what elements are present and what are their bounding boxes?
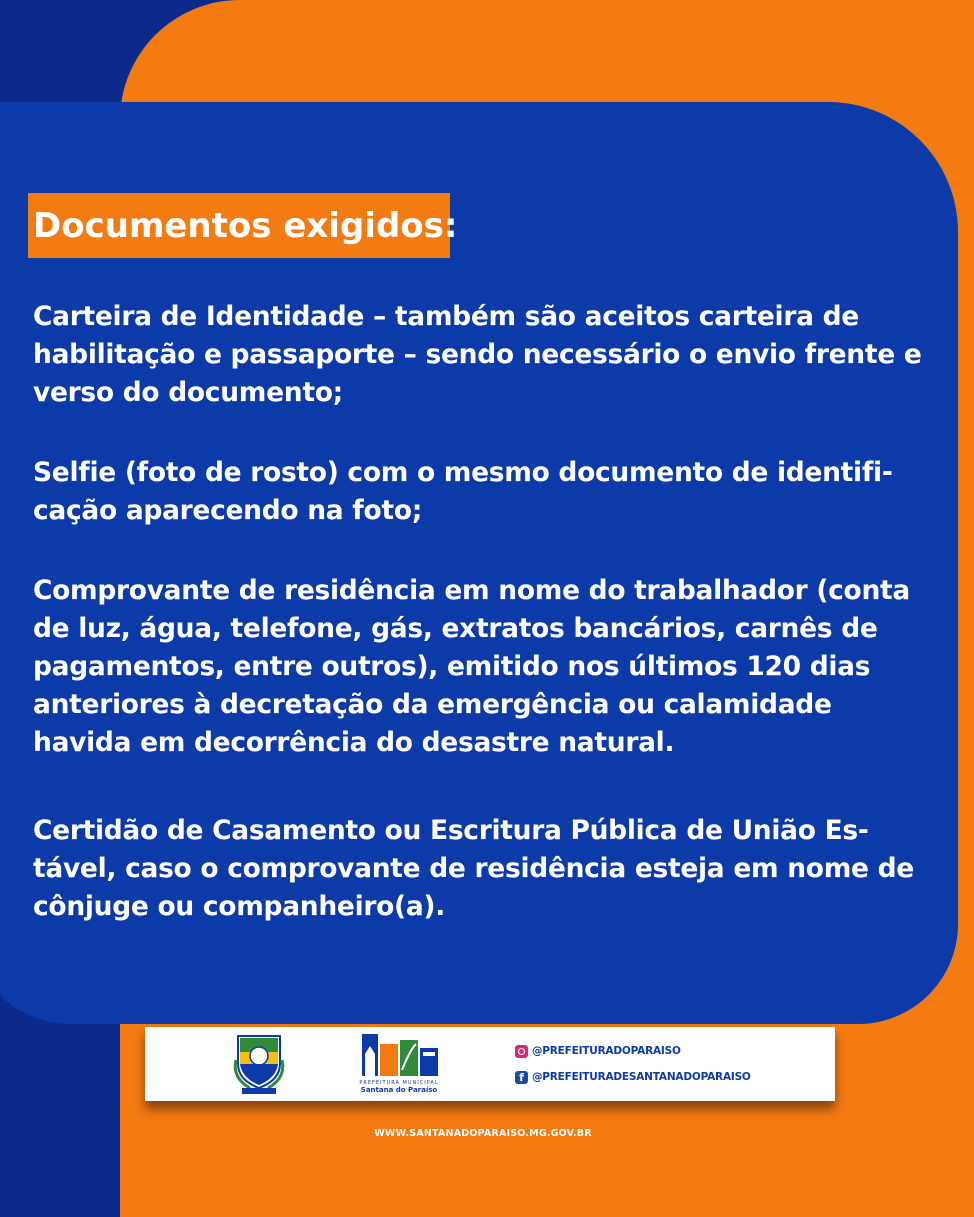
facebook-icon: f	[515, 1071, 528, 1084]
city-logo-name: Santana do Paraíso	[360, 1086, 438, 1094]
instagram-handle: @PREFEITURADOPARAISO	[532, 1045, 681, 1057]
instagram-link[interactable]	[515, 1043, 681, 1059]
instagram-icon	[515, 1045, 528, 1058]
page-title: Documentos exigidos:	[33, 206, 458, 246]
requirement-marriage-certificate: Certidão de Casamento ou Escritura Pública de União Es-tável, caso o comprovante de residência esteja em nome de cônjuge ou companheiro(a).	[33, 815, 914, 922]
city-logo-subtitle: PREFEITURA MUNICIPAL	[359, 1080, 439, 1086]
city-crest-logo	[232, 1034, 286, 1096]
city-hall-logo	[356, 1030, 442, 1096]
requirement-selfie: Selfie (foto de rosto) com o mesmo documento de identifi-cação aparecendo na foto;	[33, 457, 893, 526]
website-link[interactable]: WWW.SANTANADOPARAISO.MG.GOV.BR	[374, 1128, 592, 1139]
requirement-residence-proof: Comprovante de residência em nome do trabalhador (conta de luz, água, telefone, gás, extratos bancários, carnês de pagamentos, entre outros), emitido nos últimos 120 dias anteriores à decretação da emergência ou calamidade havida em decorrência do desastre natural.	[33, 575, 910, 758]
facebook-handle: @PREFEITURADESANTANADOPARAISO	[532, 1071, 751, 1083]
facebook-link[interactable]	[515, 1069, 751, 1085]
city-skyline-icon	[360, 1030, 440, 1076]
requirement-identity: Carteira de Identidade – também são aceitos carteira de habilitação e passaporte – sendo necessário o envio frente e verso do documento;	[33, 301, 922, 408]
